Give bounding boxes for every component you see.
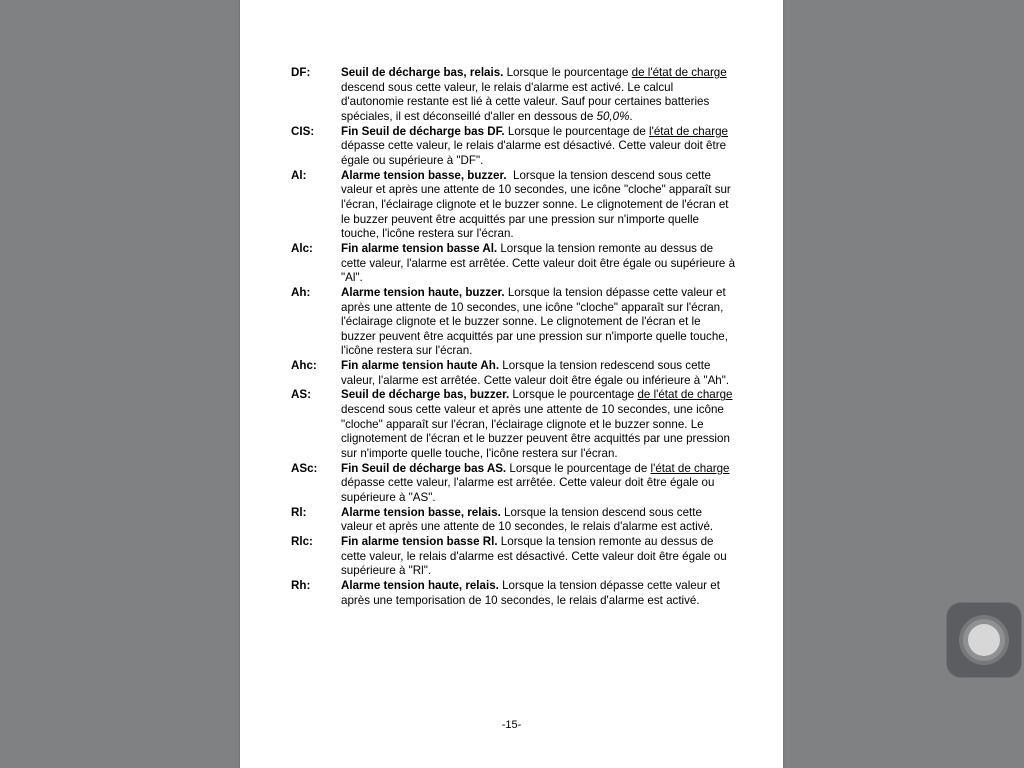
parameter-code: Ah: xyxy=(291,285,311,299)
parameter-text: Lorsque le pourcentage xyxy=(509,388,638,402)
parameter-entry-cis xyxy=(291,125,736,169)
parameter-code: Rl: xyxy=(291,505,307,519)
parameter-title: Fin Seuil de décharge bas AS. xyxy=(341,461,507,475)
parameter-title: Alarme tension haute, relais. xyxy=(341,578,499,592)
parameter-text: dépasse cette valeur, l'alarme est arrêtée. Cette valeur doit être égale ou supérieure à "AS". xyxy=(341,476,715,505)
parameter-text: Lorsque la tension dépasse cette valeur et après une temporisation de 10 secondes, le relais d'alarme est activé. xyxy=(341,578,720,607)
parameter-entry-rl xyxy=(291,506,736,535)
parameter-italic-value: 50,0% xyxy=(596,109,630,123)
assistive-touch-button[interactable] xyxy=(946,602,1022,678)
parameter-title: Fin alarme tension basse Al. xyxy=(341,241,498,255)
parameter-code: DF: xyxy=(291,66,311,79)
parameter-code: Al: xyxy=(291,168,307,182)
parameter-text: Lorsque la tension descend sous cette valeur et après une attente de 10 secondes, une icône "cloche" apparaît sur l'écran, l'éclairage clignote et le buzzer sonne. Le clignotement de l'écran et le buzzer peuvent être acquittés par une pression sur n'importe quelle touche, l'icône restera sur l'écran. xyxy=(341,168,735,241)
parameter-code: Ahc: xyxy=(291,359,317,373)
parameter-text: dépasse cette valeur, le relais d'alarme est désactivé. Cette valeur doit être égale ou supérieure à "DF". xyxy=(341,139,727,167)
parameter-code: ASc: xyxy=(291,461,318,475)
page-number: -15- xyxy=(501,719,522,731)
parameter-text: Lorsque la tension descend sous cette valeur et après une attente de 10 secondes, le relais d'alarme est activé. xyxy=(341,505,714,534)
parameter-title: Seuil de décharge bas, relais. xyxy=(341,66,504,79)
parameter-title: Fin alarme tension basse Rl. xyxy=(341,535,498,548)
parameter-title: Alarme tension basse, relais. xyxy=(341,505,501,519)
parameter-title: Alarme tension basse, buzzer. xyxy=(341,168,507,182)
parameter-underlined-text: l'état de charge xyxy=(650,461,730,475)
parameter-title: Fin alarme tension haute Ah. xyxy=(341,359,500,373)
parameter-text: Lorsque le pourcentage de xyxy=(506,461,651,475)
parameter-text: Lorsque la tension remonte au dessus de cette valeur, le relais d'alarme est désactivé. Cette valeur doit être égale ou supérieure à "Rl". xyxy=(341,535,727,578)
parameter-text: Lorsque la tension remonte au dessus de cette valeur, l'alarme est arrêtée. Cette valeur doit être égale ou supérieure à "Al". xyxy=(341,241,736,285)
parameter-code: AS: xyxy=(291,388,311,402)
parameter-code: Rlc: xyxy=(291,535,313,548)
parameter-title: Fin Seuil de décharge bas DF. xyxy=(341,124,505,138)
parameter-text: Lorsque le pourcentage de xyxy=(504,124,650,138)
parameter-code: Rh: xyxy=(291,578,311,592)
parameter-code: CIS: xyxy=(291,124,315,138)
parameter-entry-asc xyxy=(291,462,736,506)
parameter-title: Seuil de décharge bas, buzzer. xyxy=(341,388,510,402)
parameter-text: descend sous cette valeur, le relais d'alarme est activé. Le calcul d'autonomie restante est lié à cette valeur. Sauf pour certaines batteries spéciales, il est déconseillé d'aller en dessous de xyxy=(341,80,710,123)
parameter-underlined-text: l'état de charge xyxy=(649,124,728,138)
parameter-underlined-text: de l'état de charge xyxy=(637,388,733,402)
parameter-title: Alarme tension haute, buzzer. xyxy=(341,285,505,299)
parameter-entry-alc xyxy=(291,242,736,286)
parameter-entry-ah xyxy=(291,286,736,359)
parameter-underlined-text: de l'état de charge xyxy=(631,66,727,79)
parameter-list xyxy=(291,66,736,608)
parameter-entry-df xyxy=(291,66,736,125)
parameter-entry-al xyxy=(291,169,736,242)
parameter-entry-as xyxy=(291,388,736,461)
assistive-touch-icon xyxy=(959,615,1009,665)
parameter-entry-rh xyxy=(291,579,736,608)
parameter-entry-ahc xyxy=(291,359,736,388)
parameter-text: . xyxy=(629,109,633,123)
parameter-text: descend sous cette valeur et après une attente de 10 secondes, une icône "cloche" apparaît sur l'écran, l'éclairage clignote et le buzzer sonne. Le clignotement de l'écran et le buzzer peuvent être acquittés par une pression sur n'importe quelle touche, l'icône restera sur l'écran. xyxy=(341,403,730,461)
parameter-text: Lorsque la tension dépasse cette valeur et après une attente de 10 secondes, une icône "cloche" apparaît sur l'écran, l'éclairage clignote et le buzzer sonne. Le clignotement de l'écran et le buzzer peuvent être acquittés par une pression sur n'importe quelle touche, l'icône restera sur l'écran. xyxy=(341,285,728,358)
parameter-text: Lorsque la tension redescend sous cette valeur, l'alarme est arrêtée. Cette valeur doit être égale ou inférieure à "Ah". xyxy=(341,359,730,387)
parameter-entry-rlc xyxy=(291,535,736,579)
document-page xyxy=(240,0,783,768)
parameter-text: Lorsque le pourcentage xyxy=(503,66,632,79)
parameter-code: Alc: xyxy=(291,241,313,255)
